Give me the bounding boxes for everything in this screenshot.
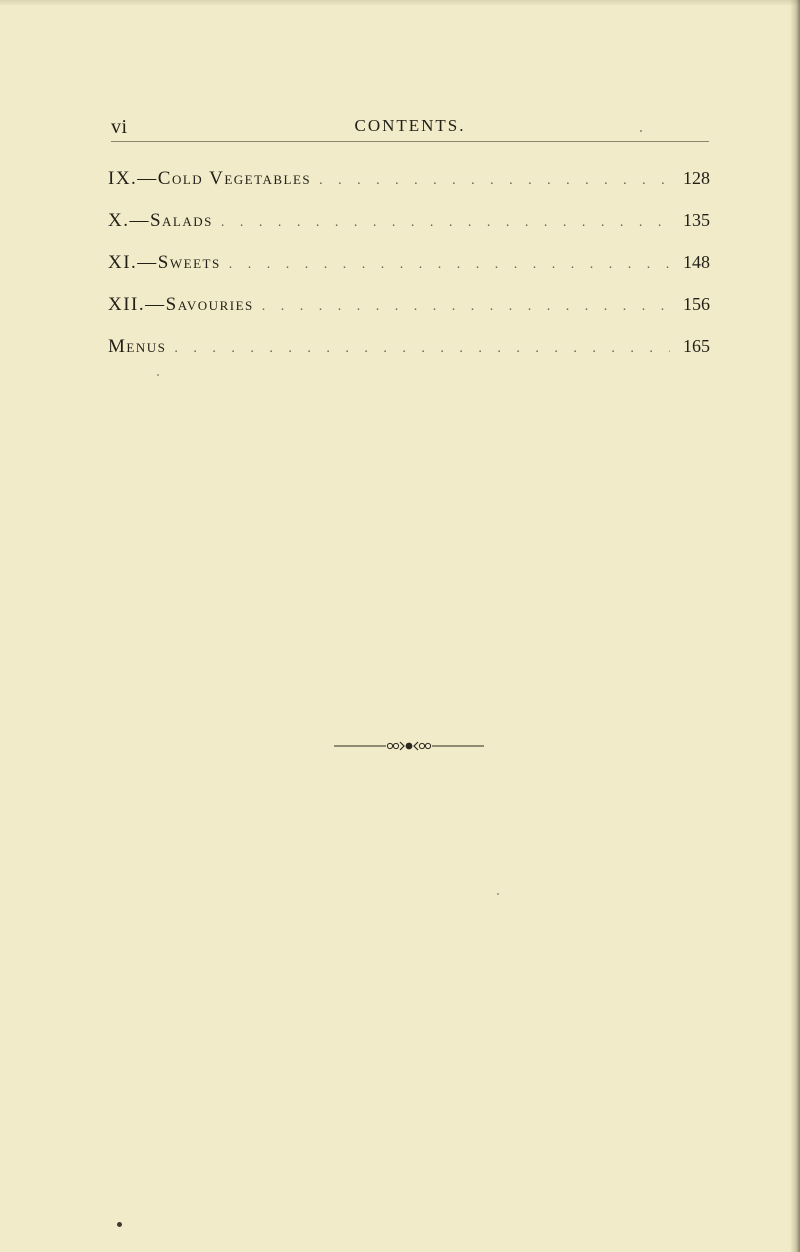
toc-entry-title: IX.—Cold Vegetables	[108, 168, 312, 189]
dot-leader	[221, 215, 670, 231]
header-rule	[111, 141, 709, 142]
paper-speck	[157, 374, 159, 376]
toc-entry-title: XII.—Savouries	[108, 294, 254, 315]
toc-page-number: 128	[683, 168, 710, 188]
toc-row[interactable]	[108, 294, 710, 336]
tailpiece-ornament-icon	[334, 736, 484, 756]
dot-leader	[229, 257, 670, 273]
page-edge-shadow	[790, 0, 800, 1252]
paper-speck	[497, 893, 499, 895]
dot-leader	[319, 173, 670, 189]
running-title: CONTENTS.	[354, 116, 466, 135]
toc-entry-title: XI.—Sweets	[108, 252, 221, 273]
toc-row[interactable]	[108, 168, 710, 210]
table-of-contents	[108, 168, 710, 378]
page-number: vi	[111, 116, 128, 138]
toc-entry-title: X.—Salads	[108, 210, 213, 231]
toc-entry-title: Menus	[108, 336, 167, 357]
dot-leader	[174, 341, 670, 357]
toc-row[interactable]	[108, 336, 710, 378]
toc-row[interactable]	[108, 210, 710, 252]
paper-speck	[117, 1222, 122, 1227]
toc-page-number: 135	[683, 210, 710, 230]
toc-page-number: 148	[683, 252, 710, 272]
dot-leader	[262, 299, 670, 315]
toc-row[interactable]	[108, 252, 710, 294]
running-header	[111, 112, 709, 142]
page-top-shadow	[0, 0, 800, 6]
paper-speck	[640, 130, 642, 132]
toc-page-number: 165	[683, 336, 710, 356]
toc-page-number: 156	[683, 294, 710, 314]
